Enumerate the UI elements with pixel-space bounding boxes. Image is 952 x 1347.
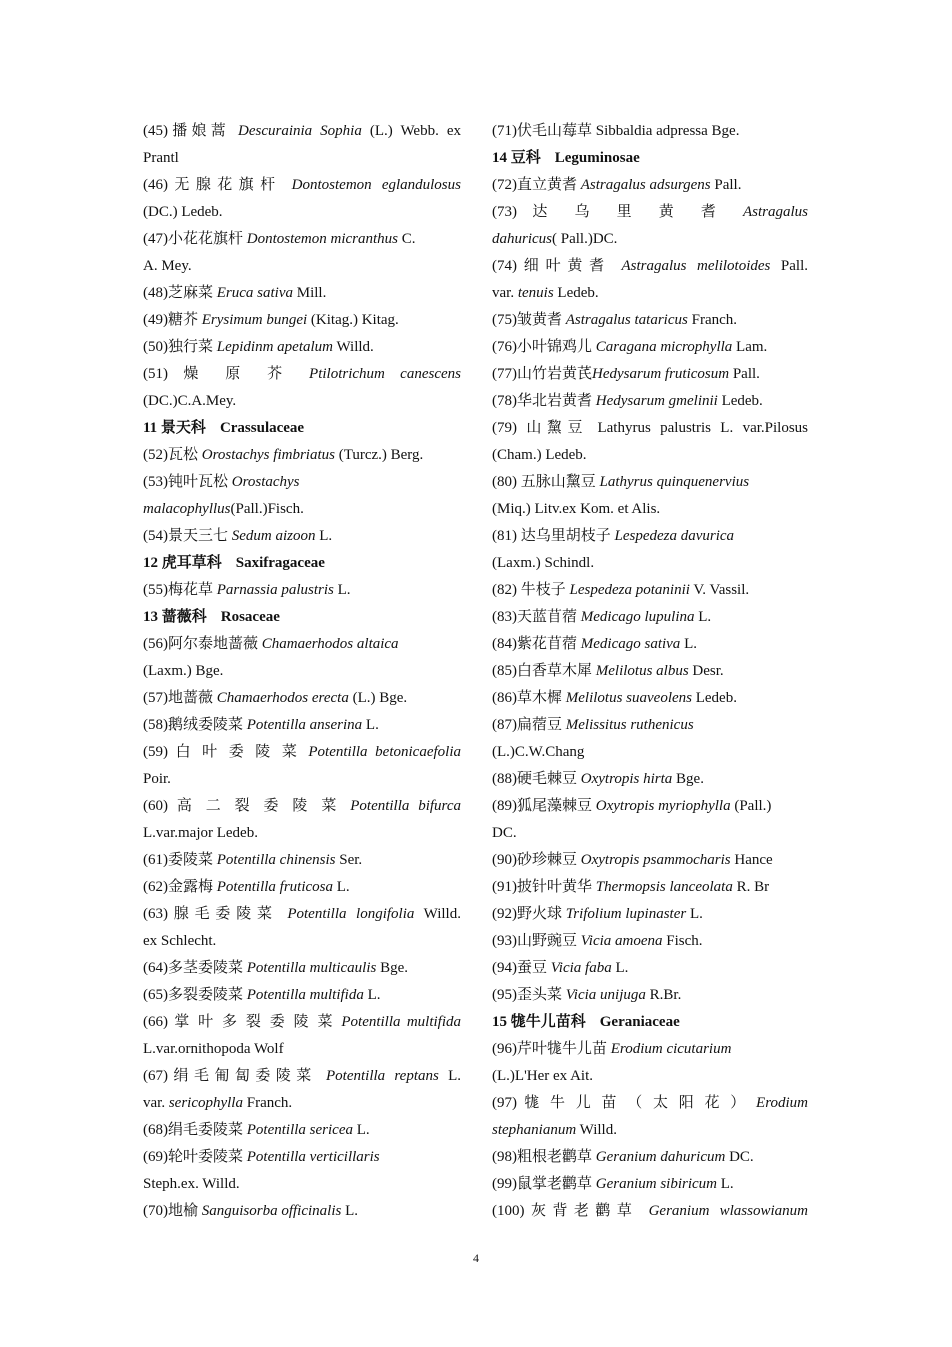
text-segment: (82) 牛枝子 bbox=[492, 582, 570, 598]
species-line bbox=[492, 1036, 808, 1063]
species-line bbox=[492, 334, 808, 361]
species-line bbox=[143, 307, 461, 334]
text-segment: (78)华北岩黄耆 bbox=[492, 393, 596, 409]
species-line bbox=[492, 874, 808, 901]
species-line bbox=[143, 1171, 461, 1198]
text-segment: DC. bbox=[725, 1149, 754, 1165]
latin-name: Dontostemon micranthus bbox=[246, 231, 398, 247]
species-line bbox=[492, 685, 808, 712]
family-latin-name: Saxifragaceae bbox=[235, 555, 325, 571]
text-segment: V. Vassil. bbox=[689, 582, 750, 598]
text-segment: (60) 高 二 裂 委 陵 菜 bbox=[143, 798, 351, 814]
text-segment: L. bbox=[333, 879, 350, 895]
species-line bbox=[492, 712, 808, 739]
latin-name: Dontostemon eglandulosus bbox=[291, 177, 461, 193]
latin-name: malacophyllus bbox=[143, 501, 231, 517]
latin-name: Geranium sibiricum bbox=[595, 1176, 717, 1192]
text-segment: Pall. bbox=[710, 177, 742, 193]
species-line bbox=[492, 550, 808, 577]
page-number: 4 bbox=[473, 1251, 479, 1265]
species-line bbox=[492, 1171, 808, 1198]
left-column bbox=[143, 118, 461, 1225]
family-heading bbox=[492, 145, 808, 172]
latin-name: Chamaerhodos altaica bbox=[261, 636, 399, 652]
latin-name: Descurainia Sophia bbox=[238, 123, 362, 139]
text-segment: L. bbox=[363, 987, 381, 1003]
species-line bbox=[143, 226, 461, 253]
species-line bbox=[143, 469, 461, 496]
latin-name: Potentilla bifurca bbox=[350, 798, 461, 814]
text-segment: (100)灰背老鹳草 bbox=[492, 1203, 649, 1219]
text-segment: (53)钝叶瓦松 bbox=[143, 474, 232, 490]
latin-name: Melissitus ruthenicus bbox=[565, 717, 694, 733]
family-latin-name: Crassulaceae bbox=[219, 420, 305, 436]
text-segment: (54)景天三七 bbox=[143, 528, 232, 544]
family-heading bbox=[143, 550, 461, 577]
species-line bbox=[143, 739, 461, 766]
species-line bbox=[143, 685, 461, 712]
species-line bbox=[143, 577, 461, 604]
family-number-name: 13 蔷薇科 bbox=[143, 609, 207, 625]
text-segment: (88)硬毛棘豆 bbox=[492, 771, 581, 787]
latin-name: Potentilla reptans bbox=[326, 1068, 439, 1084]
text-segment: (85)白香草木犀 bbox=[492, 663, 596, 679]
species-line bbox=[492, 280, 808, 307]
species-line bbox=[492, 1063, 808, 1090]
latin-name: Melilotus albus bbox=[595, 663, 689, 679]
text-segment: L. bbox=[694, 609, 712, 625]
text-segment: Bge. bbox=[376, 960, 408, 976]
text-segment: (81) 达乌里胡枝子 bbox=[492, 528, 615, 544]
text-segment: Hance bbox=[730, 852, 773, 868]
text-segment: A. Mey. bbox=[143, 258, 192, 274]
text-segment: (61)委陵菜 bbox=[143, 852, 217, 868]
species-line bbox=[143, 442, 461, 469]
family-latin-name: Leguminosae bbox=[554, 150, 640, 166]
text-segment: (74)细叶黄耆 bbox=[492, 258, 622, 274]
species-line bbox=[492, 523, 808, 550]
latin-name: Hedysarum fruticosum bbox=[592, 366, 730, 382]
latin-name: Potentilla fruticosa bbox=[216, 879, 333, 895]
latin-name: stephanianum bbox=[492, 1122, 577, 1138]
text-segment: Ledeb. bbox=[553, 285, 599, 301]
species-line bbox=[492, 388, 808, 415]
text-segment: (50)独行菜 bbox=[143, 339, 217, 355]
text-segment: (73) 达 乌 里 黄 耆 bbox=[492, 204, 743, 220]
species-line bbox=[143, 631, 461, 658]
species-line bbox=[492, 901, 808, 928]
text-segment: R. Br bbox=[732, 879, 770, 895]
text-segment: (52)瓦松 bbox=[143, 447, 202, 463]
text-segment: L. bbox=[315, 528, 333, 544]
text-segment: (67)绢毛匍匐委陵菜 bbox=[143, 1068, 327, 1084]
species-line bbox=[143, 1117, 461, 1144]
species-line bbox=[143, 955, 461, 982]
species-line bbox=[143, 172, 461, 199]
species-line bbox=[492, 118, 808, 145]
species-line bbox=[492, 847, 808, 874]
species-line bbox=[143, 1198, 461, 1225]
latin-name: Lespedeza davurica bbox=[614, 528, 735, 544]
latin-name: tenuis bbox=[517, 285, 554, 301]
species-line bbox=[143, 847, 461, 874]
species-line bbox=[492, 172, 808, 199]
text-segment: (97) 牻 牛 儿 苗 （ 太 阳 花 ） bbox=[492, 1095, 757, 1111]
species-line bbox=[143, 145, 461, 172]
latin-name: Astragalus tataricus bbox=[565, 312, 688, 328]
text-segment: (96)芹叶牻牛儿苗 bbox=[492, 1041, 611, 1057]
species-line bbox=[143, 334, 461, 361]
text-segment: Bge. bbox=[672, 771, 704, 787]
text-segment: R.Br. bbox=[645, 987, 682, 1003]
latin-name: Erysimum bungei bbox=[201, 312, 308, 328]
text-segment: var. bbox=[492, 285, 518, 301]
text-segment: (56)阿尔泰地蔷薇 bbox=[143, 636, 262, 652]
latin-name: Potentilla betonicaefolia bbox=[308, 744, 461, 760]
text-segment: (47)小花花旗杆 bbox=[143, 231, 247, 247]
text-segment: (DC.)C.A.Mey. bbox=[143, 393, 237, 409]
text-segment: Poir. bbox=[143, 771, 171, 787]
species-line bbox=[492, 631, 808, 658]
text-segment: (95)歪头菜 bbox=[492, 987, 566, 1003]
species-line bbox=[492, 766, 808, 793]
species-line bbox=[143, 820, 461, 847]
text-segment: (Laxm.) Schindl. bbox=[492, 555, 595, 571]
species-line bbox=[143, 874, 461, 901]
text-segment: L. bbox=[362, 717, 379, 733]
family-number-name: 15 牻牛儿苗科 bbox=[492, 1014, 586, 1030]
text-segment: (DC.) Ledeb. bbox=[143, 204, 223, 220]
text-segment: (84)紫花苜蓿 bbox=[492, 636, 581, 652]
text-segment: L. bbox=[611, 960, 629, 976]
text-segment: (63)腺毛委陵菜 bbox=[143, 906, 288, 922]
latin-name: Astragalus melilotoides bbox=[621, 258, 771, 274]
species-line bbox=[143, 496, 461, 523]
latin-name: Medicago sativa bbox=[580, 636, 681, 652]
text-segment: Steph.ex. Willd. bbox=[143, 1176, 240, 1192]
text-segment: L. bbox=[333, 582, 351, 598]
text-segment: C. bbox=[398, 231, 416, 247]
species-line bbox=[492, 226, 808, 253]
family-heading bbox=[492, 1009, 808, 1036]
species-line bbox=[492, 1144, 808, 1171]
latin-name: Potentilla anserina bbox=[246, 717, 363, 733]
text-segment: Lam. bbox=[732, 339, 768, 355]
text-segment: Willd. bbox=[576, 1122, 617, 1138]
species-line bbox=[492, 199, 808, 226]
text-segment: (57)地蔷薇 bbox=[143, 690, 217, 706]
text-segment: L. bbox=[341, 1203, 359, 1219]
text-segment: (77)山竹岩黄芪 bbox=[492, 366, 592, 382]
text-segment: ex Schlecht. bbox=[143, 933, 217, 949]
latin-name: Lathyrus quinquenervius bbox=[599, 474, 750, 490]
text-segment: (Turcz.) Berg. bbox=[334, 447, 424, 463]
latin-name: Vicia unijuga bbox=[565, 987, 646, 1003]
text-segment: (76)小叶锦鸡儿 bbox=[492, 339, 596, 355]
text-segment: (72)直立黄耆 bbox=[492, 177, 581, 193]
species-line bbox=[143, 766, 461, 793]
latin-name: Lespedeza potaninii bbox=[569, 582, 690, 598]
latin-name: Parnassia palustris bbox=[216, 582, 334, 598]
species-line bbox=[492, 442, 808, 469]
text-segment: (L.)C.W.Chang bbox=[492, 744, 585, 760]
species-line bbox=[143, 982, 461, 1009]
species-line bbox=[143, 199, 461, 226]
species-line bbox=[492, 739, 808, 766]
text-segment: Franch. bbox=[242, 1095, 293, 1111]
text-segment: (91)披针叶黄华 bbox=[492, 879, 596, 895]
text-segment: L. bbox=[438, 1068, 461, 1084]
text-segment: (Miq.) Litv.ex Kom. et Alis. bbox=[492, 501, 661, 517]
family-heading bbox=[143, 415, 461, 442]
species-line bbox=[143, 361, 461, 388]
species-line bbox=[492, 496, 808, 523]
latin-name: Ptilotrichum canescens bbox=[309, 366, 461, 382]
text-segment: (87)扁蓿豆 bbox=[492, 717, 566, 733]
latin-name: Orostachys bbox=[231, 474, 300, 490]
species-line bbox=[143, 1144, 461, 1171]
latin-name: Hedysarum gmelinii bbox=[595, 393, 718, 409]
text-segment: ( Pall.)DC. bbox=[552, 231, 618, 247]
text-segment: (94)蚕豆 bbox=[492, 960, 551, 976]
latin-name: Astragalus bbox=[742, 204, 808, 220]
text-segment: (98)粗根老鹳草 bbox=[492, 1149, 596, 1165]
text-segment: (70)地榆 bbox=[143, 1203, 202, 1219]
latin-name: Melilotus suaveolens bbox=[565, 690, 692, 706]
family-latin-name: Rosaceae bbox=[220, 609, 280, 625]
latin-name: Potentilla multifida bbox=[246, 987, 364, 1003]
text-segment: (Pall.)Fisch. bbox=[230, 501, 304, 517]
species-line bbox=[143, 1036, 461, 1063]
latin-name: Erodium bbox=[756, 1095, 808, 1111]
species-line bbox=[143, 712, 461, 739]
latin-name: Vicia amoena bbox=[580, 933, 663, 949]
latin-name: Erodium cicutarium bbox=[610, 1041, 732, 1057]
text-segment: (45)播娘蒿 bbox=[143, 123, 238, 139]
text-segment: (Laxm.) Bge. bbox=[143, 663, 224, 679]
species-line bbox=[492, 415, 808, 442]
latin-name: dahuricus bbox=[492, 231, 552, 247]
latin-name: Sedum aizoon bbox=[231, 528, 316, 544]
text-segment: Desr. bbox=[688, 663, 724, 679]
text-segment: (86)草木樨 bbox=[492, 690, 566, 706]
latin-name: Oxytropis hirta bbox=[580, 771, 673, 787]
latin-name: Oxytropis myriophylla bbox=[595, 798, 731, 814]
text-segment: (48)芝麻菜 bbox=[143, 285, 217, 301]
text-segment: (58)鹅绒委陵菜 bbox=[143, 717, 247, 733]
text-segment: Prantl bbox=[143, 150, 179, 166]
species-line bbox=[143, 253, 461, 280]
text-segment: var. bbox=[143, 1095, 169, 1111]
species-line bbox=[143, 1063, 461, 1090]
latin-name: Orostachys fimbriatus bbox=[201, 447, 335, 463]
text-segment: Mill. bbox=[293, 285, 327, 301]
text-segment: (71)伏毛山莓草 Sibbaldia adpressa Bge. bbox=[492, 123, 740, 139]
text-segment: (49)糖芥 bbox=[143, 312, 202, 328]
text-segment: Pall. bbox=[770, 258, 808, 274]
species-line bbox=[143, 1009, 461, 1036]
text-segment: (59) 白 叶 委 陵 菜 bbox=[143, 744, 309, 760]
family-number-name: 11 景天科 bbox=[143, 420, 206, 436]
latin-name: Sanguisorba officinalis bbox=[201, 1203, 342, 1219]
text-segment: L.var.ornithopoda Wolf bbox=[143, 1041, 284, 1057]
text-segment: L.var.major Ledeb. bbox=[143, 825, 258, 841]
text-segment: DC. bbox=[492, 825, 517, 841]
species-line bbox=[492, 928, 808, 955]
text-segment: Ser. bbox=[335, 852, 363, 868]
latin-name: Geranium dahuricum bbox=[595, 1149, 726, 1165]
species-line bbox=[492, 1090, 808, 1117]
latin-name: Potentilla multicaulis bbox=[246, 960, 377, 976]
species-line bbox=[492, 982, 808, 1009]
species-line bbox=[492, 955, 808, 982]
text-segment: L. bbox=[686, 906, 703, 922]
species-line bbox=[492, 604, 808, 631]
species-line bbox=[492, 307, 808, 334]
text-segment: (Kitag.) Kitag. bbox=[307, 312, 399, 328]
family-heading bbox=[143, 604, 461, 631]
latin-name: Trifolium lupinaster bbox=[565, 906, 687, 922]
species-line bbox=[492, 1117, 808, 1144]
text-segment: (64)多茎委陵菜 bbox=[143, 960, 247, 976]
species-line bbox=[143, 793, 461, 820]
latin-name: Caragana microphylla bbox=[595, 339, 733, 355]
text-segment: (93)山野豌豆 bbox=[492, 933, 581, 949]
text-segment: L. bbox=[680, 636, 697, 652]
latin-name: Potentilla sericea bbox=[246, 1122, 353, 1138]
species-line bbox=[492, 1198, 808, 1225]
species-line bbox=[143, 1090, 461, 1117]
species-line bbox=[143, 658, 461, 685]
latin-name: Potentilla multifida bbox=[341, 1014, 461, 1030]
latin-name: Potentilla chinensis bbox=[216, 852, 336, 868]
text-segment: (L.) Webb. ex bbox=[361, 123, 461, 139]
species-line bbox=[492, 658, 808, 685]
text-segment: Willd. bbox=[414, 906, 461, 922]
species-line bbox=[492, 253, 808, 280]
latin-name: Astragalus adsurgens bbox=[580, 177, 711, 193]
text-segment: (66) 掌 叶 多 裂 委 陵 菜 bbox=[143, 1014, 342, 1030]
text-segment: (92)野火球 bbox=[492, 906, 566, 922]
latin-name: Vicia faba bbox=[550, 960, 612, 976]
latin-name: Eruca sativa bbox=[216, 285, 293, 301]
text-segment: (62)金露梅 bbox=[143, 879, 217, 895]
latin-name: Geranium wlassowianum bbox=[648, 1203, 808, 1219]
text-segment: (51) 燥 原 芥 bbox=[143, 366, 310, 382]
text-segment: Ledeb. bbox=[717, 393, 763, 409]
right-column bbox=[492, 118, 808, 1225]
text-segment: (Cham.) Ledeb. bbox=[492, 447, 587, 463]
text-segment: (83)天蓝苜蓿 bbox=[492, 609, 581, 625]
species-line bbox=[143, 901, 461, 928]
text-segment: (69)轮叶委陵菜 bbox=[143, 1149, 247, 1165]
species-line bbox=[143, 280, 461, 307]
latin-name: sericophylla bbox=[168, 1095, 243, 1111]
family-latin-name: Geraniaceae bbox=[599, 1014, 680, 1030]
text-segment: (99)鼠掌老鹳草 bbox=[492, 1176, 596, 1192]
text-segment: Willd. bbox=[333, 339, 374, 355]
text-segment: (Pall.) bbox=[730, 798, 772, 814]
species-line bbox=[492, 469, 808, 496]
text-segment: (89)狐尾藻棘豆 bbox=[492, 798, 596, 814]
text-segment: Fisch. bbox=[662, 933, 703, 949]
species-line bbox=[143, 388, 461, 415]
latin-name: Potentilla longifolia bbox=[287, 906, 415, 922]
text-segment: (65)多裂委陵菜 bbox=[143, 987, 247, 1003]
text-segment: Franch. bbox=[687, 312, 738, 328]
latin-name: Medicago lupulina bbox=[580, 609, 695, 625]
text-segment: L. bbox=[352, 1122, 370, 1138]
text-segment: (80) 五脉山黧豆 bbox=[492, 474, 600, 490]
text-segment: Ledeb. bbox=[691, 690, 737, 706]
text-segment: (46)无腺花旗杆 bbox=[143, 177, 292, 193]
species-line bbox=[492, 361, 808, 388]
text-segment: (75)皱黄耆 bbox=[492, 312, 566, 328]
family-number-name: 14 豆科 bbox=[492, 150, 541, 166]
text-segment: L. bbox=[717, 1176, 734, 1192]
species-line bbox=[492, 820, 808, 847]
species-line bbox=[143, 118, 461, 145]
latin-name: Oxytropis psammocharis bbox=[580, 852, 731, 868]
latin-name: Thermopsis lanceolata bbox=[595, 879, 733, 895]
text-segment: (68)绢毛委陵菜 bbox=[143, 1122, 247, 1138]
latin-name: Lepidinm apetalum bbox=[216, 339, 333, 355]
species-line bbox=[492, 793, 808, 820]
text-segment: (55)梅花草 bbox=[143, 582, 217, 598]
species-line bbox=[143, 523, 461, 550]
species-line bbox=[143, 928, 461, 955]
text-segment: (90)砂珍棘豆 bbox=[492, 852, 581, 868]
text-segment: (79) 山黧豆 Lathyrus palustris L. var.Pilosus bbox=[492, 420, 808, 436]
text-segment: Pall. bbox=[729, 366, 760, 382]
latin-name: Potentilla verticillaris bbox=[246, 1149, 380, 1165]
latin-name: Chamaerhodos erecta bbox=[216, 690, 349, 706]
text-segment: (L.)L'Her ex Ait. bbox=[492, 1068, 594, 1084]
species-line bbox=[492, 577, 808, 604]
text-segment: (L.) Bge. bbox=[348, 690, 408, 706]
family-number-name: 12 虎耳草科 bbox=[143, 555, 222, 571]
